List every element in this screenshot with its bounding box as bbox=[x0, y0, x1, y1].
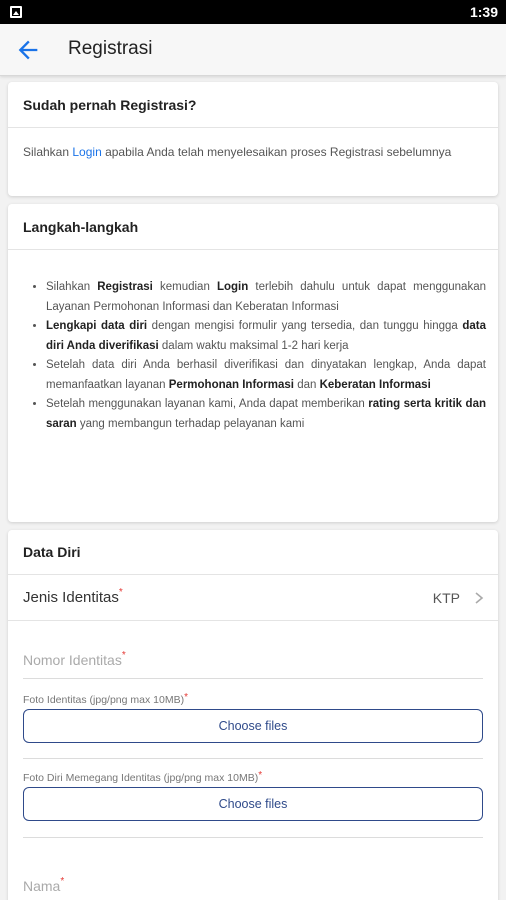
step-item bbox=[46, 356, 486, 395]
chevron-right-icon bbox=[472, 588, 486, 608]
app-bar bbox=[0, 24, 506, 76]
step-1-bold-login: Login bbox=[216, 281, 249, 293]
jenis-identitas-value: KTP bbox=[432, 590, 460, 606]
step-2-bold-2: data diri Anda diverifikasi bbox=[46, 320, 486, 352]
foto-identitas-choose-button[interactable]: Choose files bbox=[23, 709, 483, 743]
login-info-card bbox=[8, 82, 498, 196]
steps-card-body bbox=[8, 250, 498, 434]
nomor-identitas-placeholder bbox=[23, 652, 126, 668]
step-4-bold: rating serta kritik dan saran bbox=[46, 398, 486, 430]
nama-placeholder bbox=[23, 878, 64, 894]
image-icon bbox=[10, 6, 22, 18]
login-text-before: Silahkan bbox=[23, 145, 73, 159]
foto-identitas-label-text: Foto Identitas (jpg/png max 10MB) bbox=[23, 694, 185, 706]
nama-input[interactable] bbox=[23, 850, 483, 900]
step-1-text-2: kemudian bbox=[152, 281, 217, 293]
foto-identitas-field bbox=[23, 694, 483, 743]
steps-card-title: Langkah-langkah bbox=[8, 204, 498, 250]
step-1-text-3: terlebih dahulu untuk dapat menggunakan Layanan Permohonan Informasi dan Keberatan Informasi bbox=[46, 281, 486, 313]
nomor-identitas-input[interactable] bbox=[23, 621, 483, 679]
step-3-bold-2: Keberatan Informasi bbox=[319, 378, 431, 391]
steps-card bbox=[8, 204, 498, 522]
page-title: Registrasi bbox=[68, 38, 153, 59]
foto-diri-label bbox=[23, 772, 483, 786]
status-time: 1:39 bbox=[469, 4, 498, 20]
foto-diri-label-text: Foto Diri Memegang Identitas (jpg/png max 10MB) bbox=[23, 772, 259, 784]
step-item bbox=[46, 317, 486, 356]
step-item bbox=[46, 395, 486, 434]
jenis-identitas-label bbox=[23, 589, 123, 606]
step-3-text: Setelah data diri Anda berhasil diverifikasi dan dinyatakan lengkap, Anda dapat memanfaatkan layanan bbox=[46, 359, 486, 391]
step-1-text: Silahkan bbox=[46, 281, 98, 293]
required-marker: * bbox=[184, 692, 188, 703]
steps-list bbox=[46, 278, 486, 434]
step-2-text-2: dalam waktu maksimal 1-2 hari kerja bbox=[158, 339, 349, 352]
foto-diri-choose-button[interactable]: Choose files bbox=[23, 787, 483, 821]
login-text-after: apabila Anda telah menyelesaikan proses Registrasi sebelumnya bbox=[101, 145, 452, 159]
status-bar bbox=[0, 0, 506, 24]
foto-identitas-label bbox=[23, 694, 483, 708]
divider bbox=[23, 758, 483, 759]
step-3-bold-1: Permohonan Informasi bbox=[168, 378, 294, 391]
data-diri-title: Data Diri bbox=[8, 530, 498, 575]
step-2-bold-1: Lengkapi data diri bbox=[46, 320, 148, 332]
nama-placeholder-text: Nama bbox=[23, 878, 61, 894]
required-marker: * bbox=[258, 770, 263, 781]
nomor-identitas-placeholder-text: Nomor Identitas bbox=[23, 652, 122, 668]
step-4-text-2: yang membangun terhadap pelayanan kami bbox=[76, 417, 305, 430]
jenis-identitas-label-text: Jenis Identitas bbox=[23, 589, 119, 606]
divider bbox=[23, 837, 483, 838]
step-2-text: dengan mengisi formulir yang tersedia, dan tunggu hingga bbox=[147, 320, 463, 332]
required-marker: * bbox=[118, 587, 123, 598]
login-card-text bbox=[8, 128, 498, 162]
step-3-text-2: dan bbox=[294, 378, 320, 391]
login-card-title: Sudah pernah Registrasi? bbox=[8, 82, 498, 128]
data-diri-card bbox=[8, 530, 498, 900]
arrow-back-icon[interactable] bbox=[14, 36, 42, 64]
foto-diri-field bbox=[23, 772, 483, 821]
login-link[interactable]: Login bbox=[72, 145, 102, 159]
jenis-identitas-select[interactable] bbox=[8, 575, 498, 621]
step-1-bold-registrasi: Registrasi bbox=[97, 281, 153, 293]
required-marker: * bbox=[121, 650, 126, 661]
step-4-text: Setelah menggunakan layanan kami, Anda dapat memberikan bbox=[46, 398, 369, 410]
required-marker: * bbox=[60, 876, 65, 887]
step-item bbox=[46, 278, 486, 317]
